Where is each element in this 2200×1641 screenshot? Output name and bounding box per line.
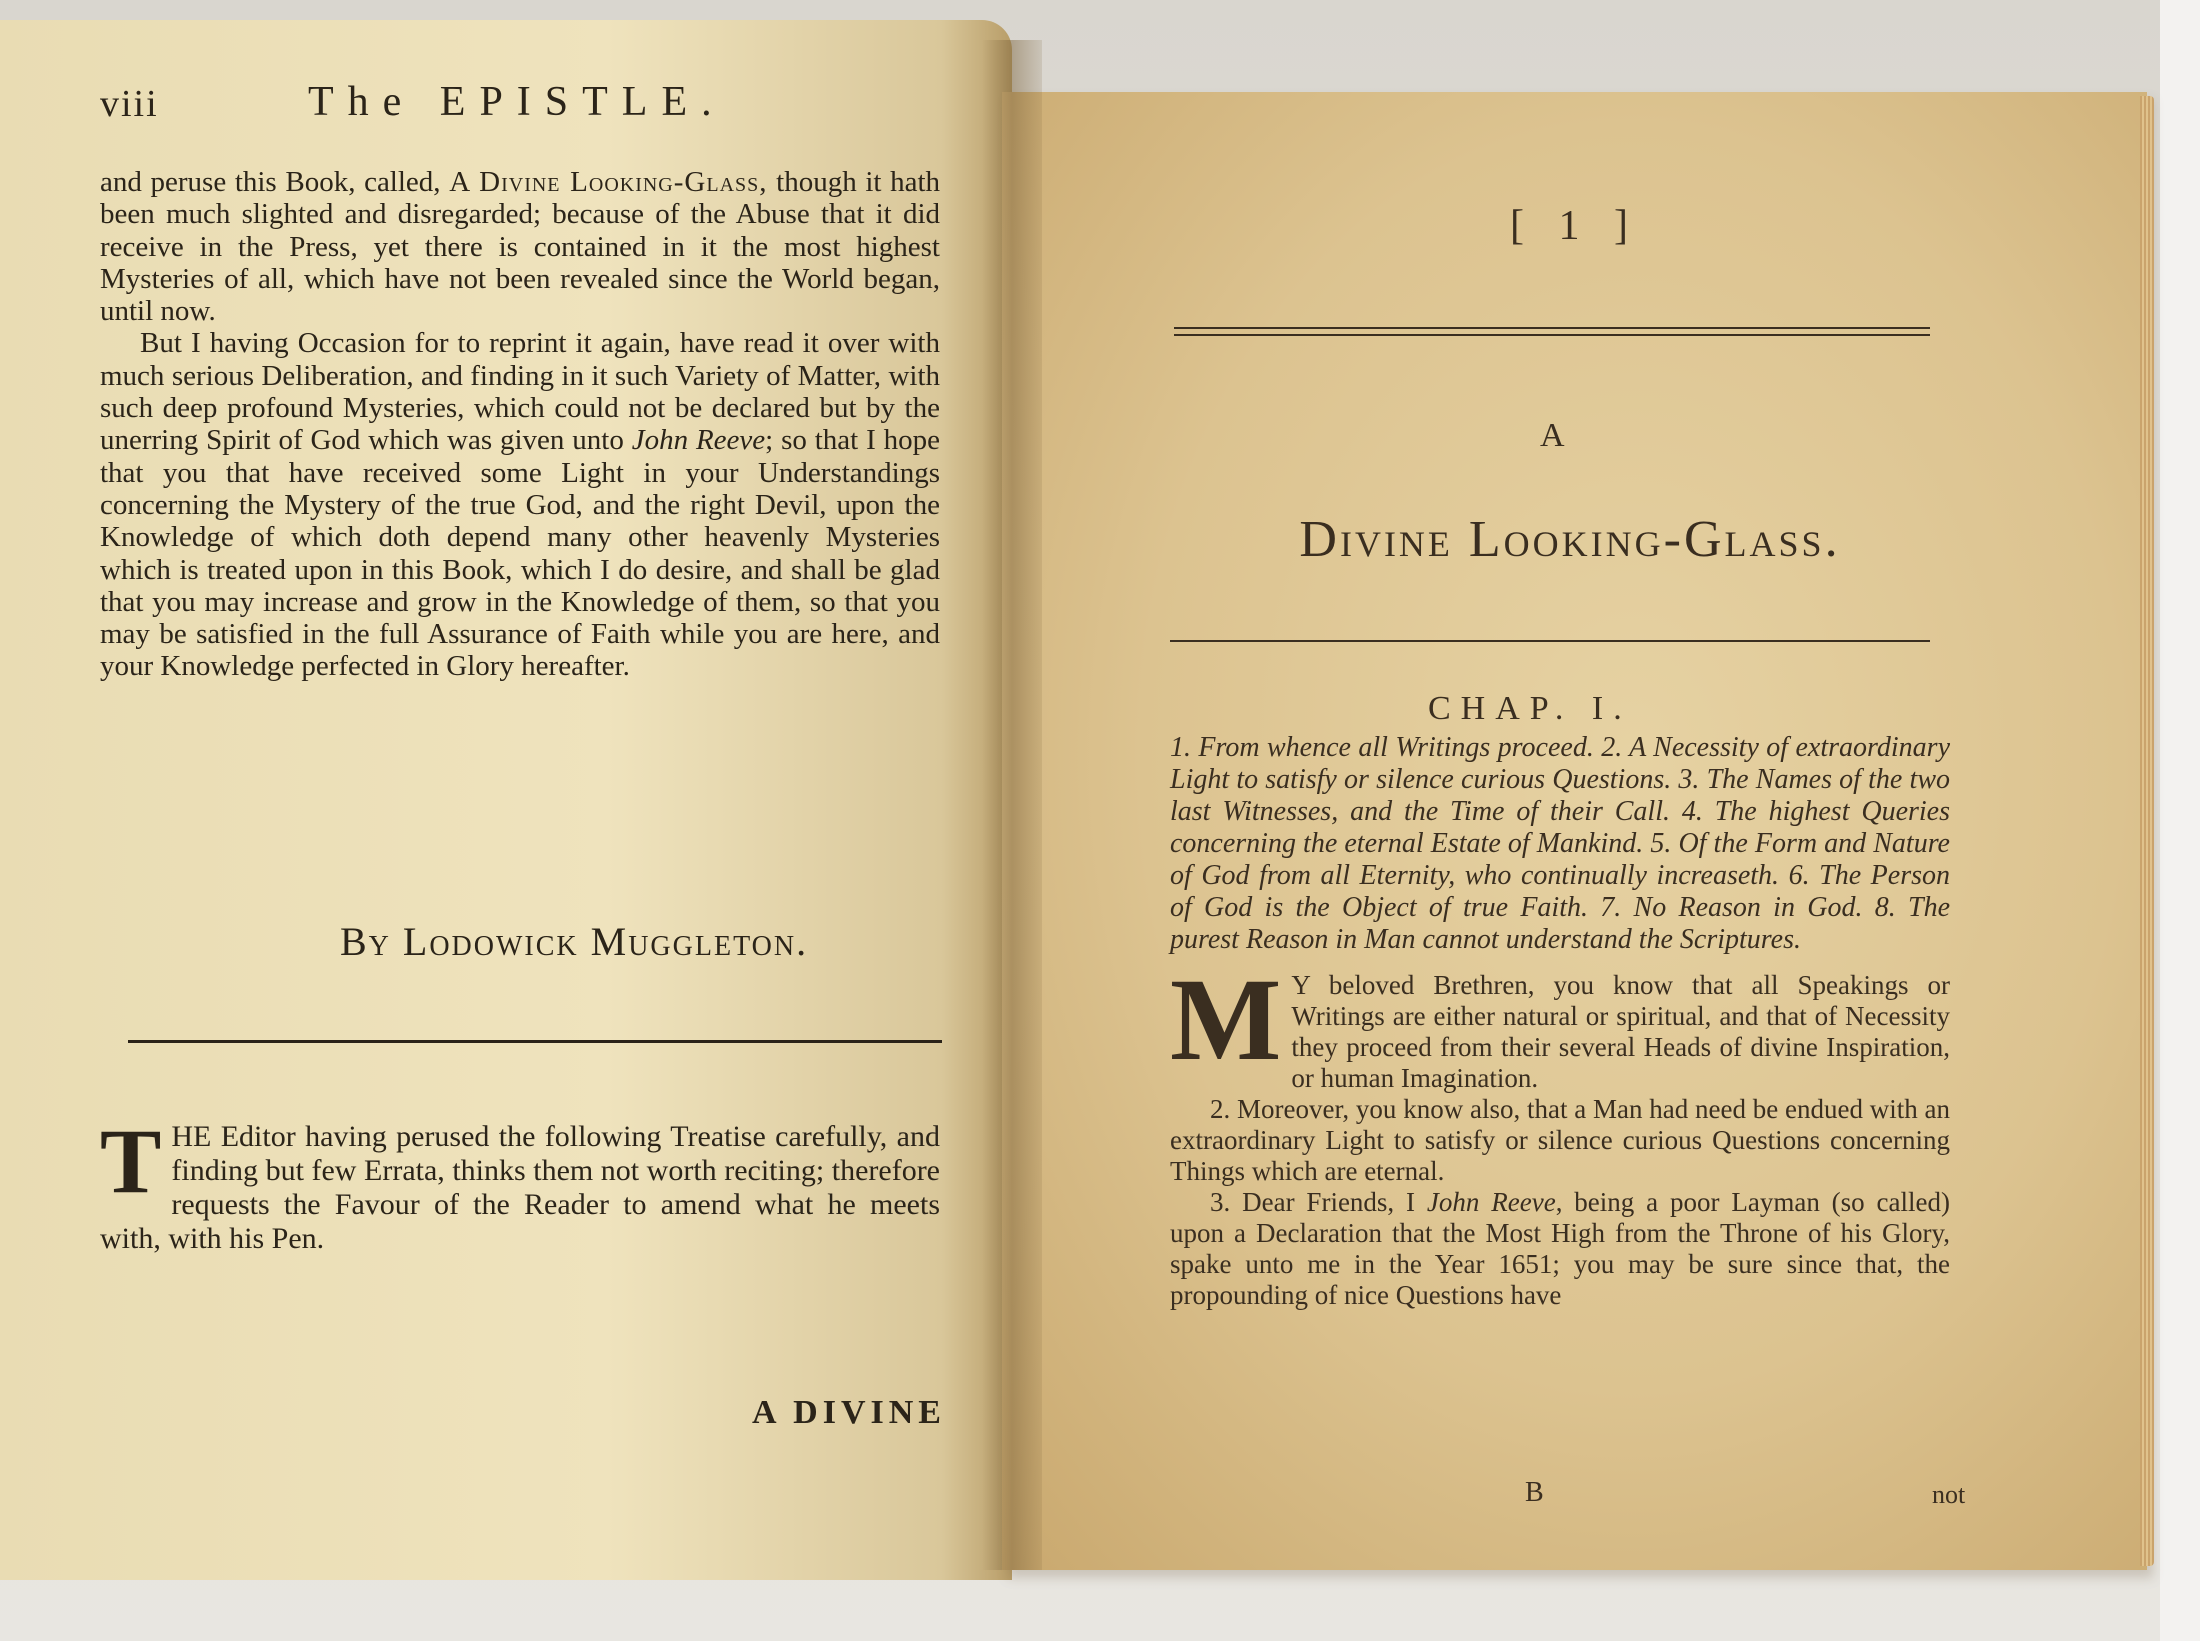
- left-page: [0, 20, 1012, 1580]
- book-title-reference: A Divine Looking-Glass,: [449, 166, 768, 198]
- drop-cap: M: [1170, 954, 1282, 1085]
- book-title: Divine Looking-Glass.: [1299, 511, 1841, 568]
- epistle-paragraph: and peruse this Book, called, A Divine Looking-Glass, though it hath been much slighted and disregarded; because of the Abuse that it did receive in the Press, yet there is contained in it the most highest Mysteries of all, which have not been revealed since the World began, until now.: [100, 166, 941, 328]
- catchword: A DIVINE: [752, 1394, 946, 1431]
- signature-mark: B: [1525, 1477, 1544, 1508]
- double-rule: [1174, 327, 1930, 336]
- editor-note: THE Editor having perused the following Treatise carefully, and finding but few Errata, thinks them not worth reciting; therefore requests the Favour of the Reader to amend what he meets with, with his Pen.: [100, 1110, 940, 1255]
- chapter-summary: 1. From whence all Writings proceed. 2. A Necessity of extraordinary Light to satisfy or silence curious Questions. 3. The Names of the two last Witnesses, and the Time of their Call. 4. The highest Queries concerning the eternal Estate of Mankind. 5. Of the Form and Nature of God from all Eternity, who continually increaseth. 6. The Person of God is the Object of true Faith. 7. No Reason in God. 8. The purest Reason in Man cannot understand the Scriptures.: [1170, 732, 1950, 955]
- divider-rule: [1170, 640, 1930, 642]
- chapter-text: [1170, 954, 1950, 1311]
- author-name: John Reeve: [631, 424, 766, 457]
- drop-cap: T: [100, 1110, 162, 1212]
- chapter-paragraph: 3. Dear Friends, I John Reeve, being a poor Layman (so called) upon a Declaration that the Most High from the Throne of his Glory, spake unto me in the Year 1651; you may be sure since that, the propounding of nice Questions have: [1170, 1187, 1950, 1310]
- chapter-heading: CHAP. I.: [1428, 690, 1632, 727]
- author-name: John Reeve: [1426, 1187, 1556, 1217]
- page-number: [ 1 ]: [1510, 203, 1640, 249]
- right-page: [1002, 92, 2147, 1570]
- divider-rule: [128, 1040, 942, 1043]
- page-edges: [2140, 96, 2154, 1566]
- catchword: not: [1932, 1480, 1966, 1509]
- chapter-paragraph: 2. Moreover, you know also, that a Man had need be endued with an extraordinary Light to satisfy or silence curious Questions concerning Things which are eternal.: [1170, 1094, 1950, 1186]
- running-title: The EPISTLE.: [308, 79, 726, 125]
- signature: By Lodowick Muggleton.: [340, 919, 809, 964]
- chapter-paragraph: M Y beloved Brethren, you know that all Speakings or Writings are either natural or spiritual, and that of Necessity they proceed from their several Heads of divine Inspiration, or human Imagination.: [1170, 954, 1950, 1093]
- folio: viii: [100, 83, 159, 125]
- title-article: A: [1540, 417, 1565, 454]
- epistle-text: [100, 166, 940, 683]
- epistle-paragraph: But I having Occasion for to reprint it again, have read it over with much serious Deliberation, and finding in it such Variety of Matter, with such deep profound Mysteries, which could not be declared but by the unerring Spirit of God which was given unto John Reeve; so that I hope that you that have received some Light in your Understandings concerning the Mystery of the true God, and the right Devil, upon the Knowledge of which doth depend many other heavenly Mysteries which is treated upon in this Book, which I do desire, and shall be glad that you may increase and grow in the Knowledge of them, so that you may be satisfied in the full Assurance of Faith while you are here, and your Knowledge perfected in Glory hereafter.: [100, 327, 941, 683]
